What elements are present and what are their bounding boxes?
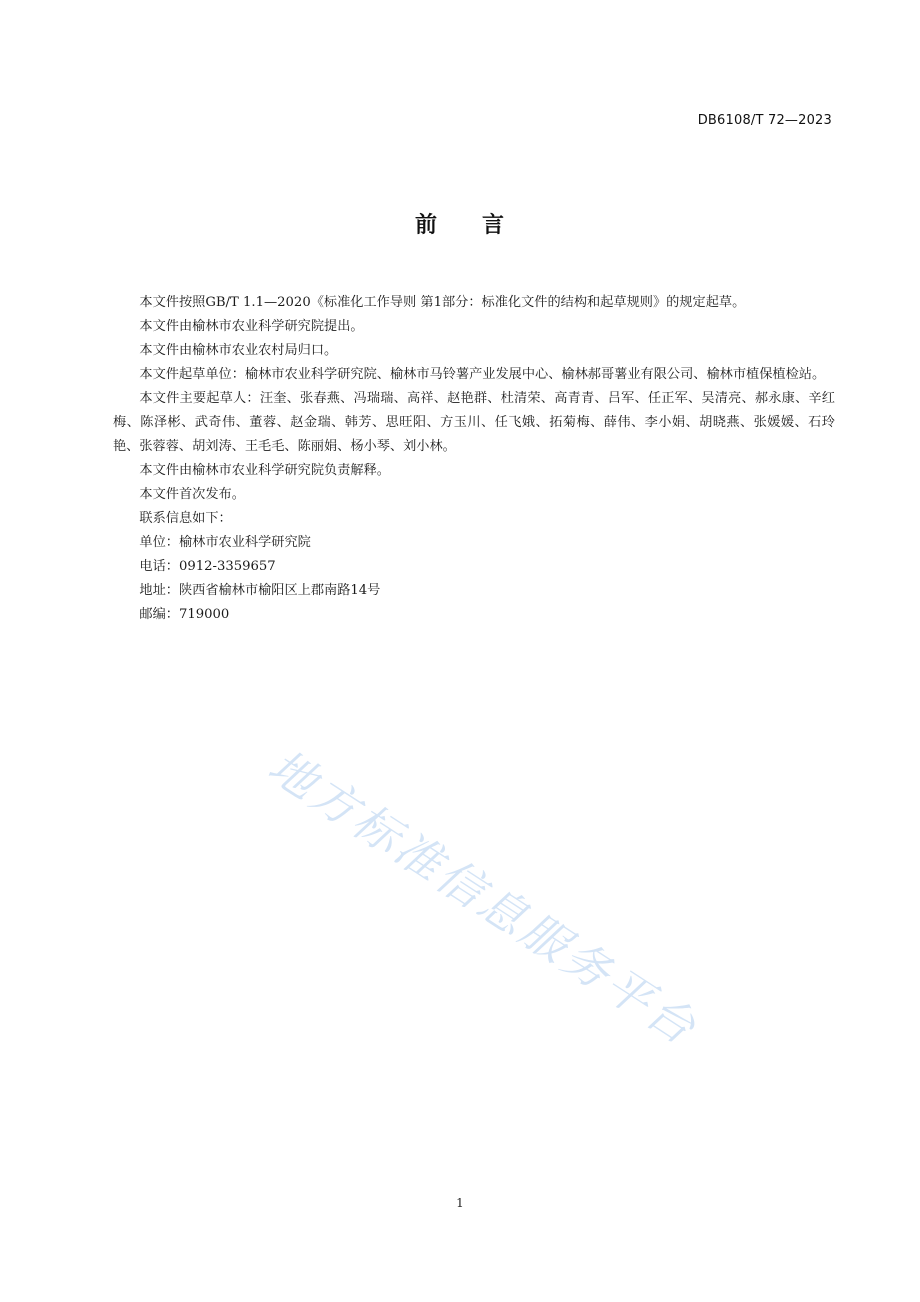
title-char-1: 前 (414, 213, 438, 238)
paragraph-interpretation: 本文件由榆林市农业科学研究院负责解释。 (139, 463, 390, 478)
paragraph-contact-heading: 联系信息如下： (139, 511, 232, 526)
contact-phone: 电话：0912-3359657 (139, 559, 276, 574)
paragraph-drafting-rules: 本文件按照GB/T 1.1—2020《标准化工作导则 第1部分：标准化文件的结构和起草规则》的规定起草。 (139, 295, 746, 310)
page-number: 1 (456, 1196, 464, 1210)
title-char-2: 言 (482, 213, 506, 238)
contact-unit: 单位：榆林市农业科学研究院 (139, 535, 311, 550)
paragraph-administrator: 本文件由榆林市农业农村局归口。 (139, 343, 338, 358)
contact-address: 地址：陕西省榆林市榆阳区上郡南路14号 (139, 583, 381, 598)
standard-code: DB6108/T 72—2023 (697, 113, 832, 128)
foreword-body (113, 291, 835, 627)
paragraph-first-release: 本文件首次发布。 (139, 487, 245, 502)
paragraph-proposer: 本文件由榆林市农业科学研究院提出。 (139, 319, 364, 334)
contact-postcode: 邮编：719000 (139, 607, 230, 622)
paragraph-drafters: 本文件主要起草人：汪奎、张春燕、冯瑞瑞、高祥、赵艳群、杜清荣、高青青、吕军、任正军、吴清亮、郝永康、辛红梅、陈泽彬、武奇伟、董蓉、赵金瑞、韩芳、思旺阳、方玉川、任飞娥、拓菊梅、薛伟、李小娟、胡晓燕、张媛媛、石玲艳、张蓉蓉、胡刘涛、王毛毛、陈丽娟、杨小琴、刘小林。 (113, 391, 835, 454)
watermark: 地方标准信息服务平台 (258, 738, 708, 1057)
page-title (0, 208, 920, 239)
paragraph-drafting-units: 本文件起草单位：榆林市农业科学研究院、榆林市马铃薯产业发展中心、榆林郝哥薯业有限公司、榆林市植保植检站。 (139, 367, 826, 382)
